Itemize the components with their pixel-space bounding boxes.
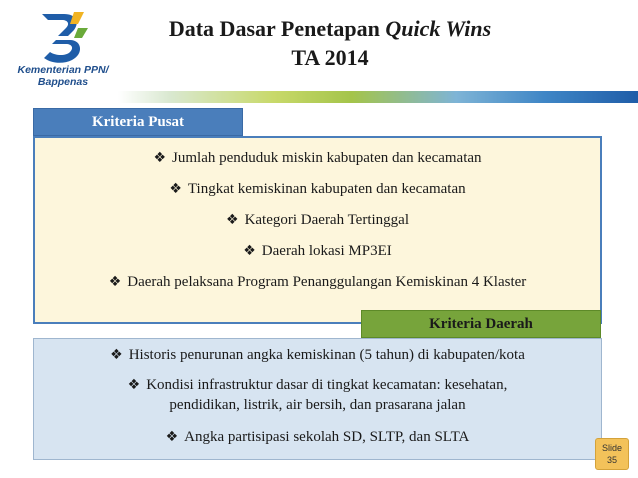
logo-text-line2: Bappenas	[37, 76, 89, 88]
pusat-item: ❖ Daerah pelaksana Program Penanggulangan Kemiskinan 4 Klaster	[108, 274, 527, 290]
slide-label: Slide	[601, 443, 622, 453]
pusat-item: ❖ Kategori Daerah Tertinggal	[226, 212, 409, 228]
diamond-bullet-icon: ❖	[108, 274, 122, 290]
daerah-item: ❖ Angka partisipasi sekolah SD, SLTP, dan SLTA	[165, 429, 470, 445]
diamond-bullet-icon: ❖	[127, 377, 141, 393]
daerah-item-continuation: pendidikan, listrik, air bersih, dan prasarana jalan	[169, 397, 466, 413]
diamond-bullet-icon: ❖	[243, 243, 256, 259]
pusat-item: ❖ Daerah lokasi MP3EI	[243, 243, 392, 259]
daerah-item: ❖ Historis penurunan angka kemiskinan (5 tahun) di kabupaten/kota	[110, 347, 525, 363]
pusat-item: ❖ Tingkat kemiskinan kabupaten dan kecamatan	[169, 181, 466, 197]
kriteria-pusat-label: Kriteria Pusat	[33, 108, 243, 136]
kriteria-daerah-label: Kriteria Daerah	[361, 310, 601, 338]
title-italic: Quick Wins	[385, 16, 492, 41]
kriteria-daerah-box	[33, 338, 602, 460]
page-title	[120, 14, 540, 72]
diamond-bullet-icon: ❖	[110, 347, 123, 363]
title-line2: TA 2014	[291, 45, 369, 70]
diamond-bullet-icon: ❖	[226, 212, 239, 228]
pusat-item: ❖ Jumlah penduduk miskin kabupaten dan kecamatan	[153, 150, 482, 166]
slide-number: 35	[606, 455, 617, 465]
daerah-item: ❖ Kondisi infrastruktur dasar di tingkat kecamatan: kesehatan,	[127, 377, 508, 393]
bappenas-logo	[4, 4, 122, 96]
title-main: Data Dasar Penetapan	[168, 16, 380, 41]
kriteria-pusat-box	[33, 136, 602, 324]
diamond-bullet-icon: ❖	[169, 181, 182, 197]
slide-number-badge	[595, 438, 629, 470]
diamond-bullet-icon: ❖	[153, 150, 167, 166]
bappenas-emblem-icon	[34, 10, 92, 66]
logo-text-line1: Kementerian PPN/	[17, 64, 109, 76]
header-color-stripe	[118, 91, 638, 103]
diamond-bullet-icon: ❖	[165, 429, 179, 445]
